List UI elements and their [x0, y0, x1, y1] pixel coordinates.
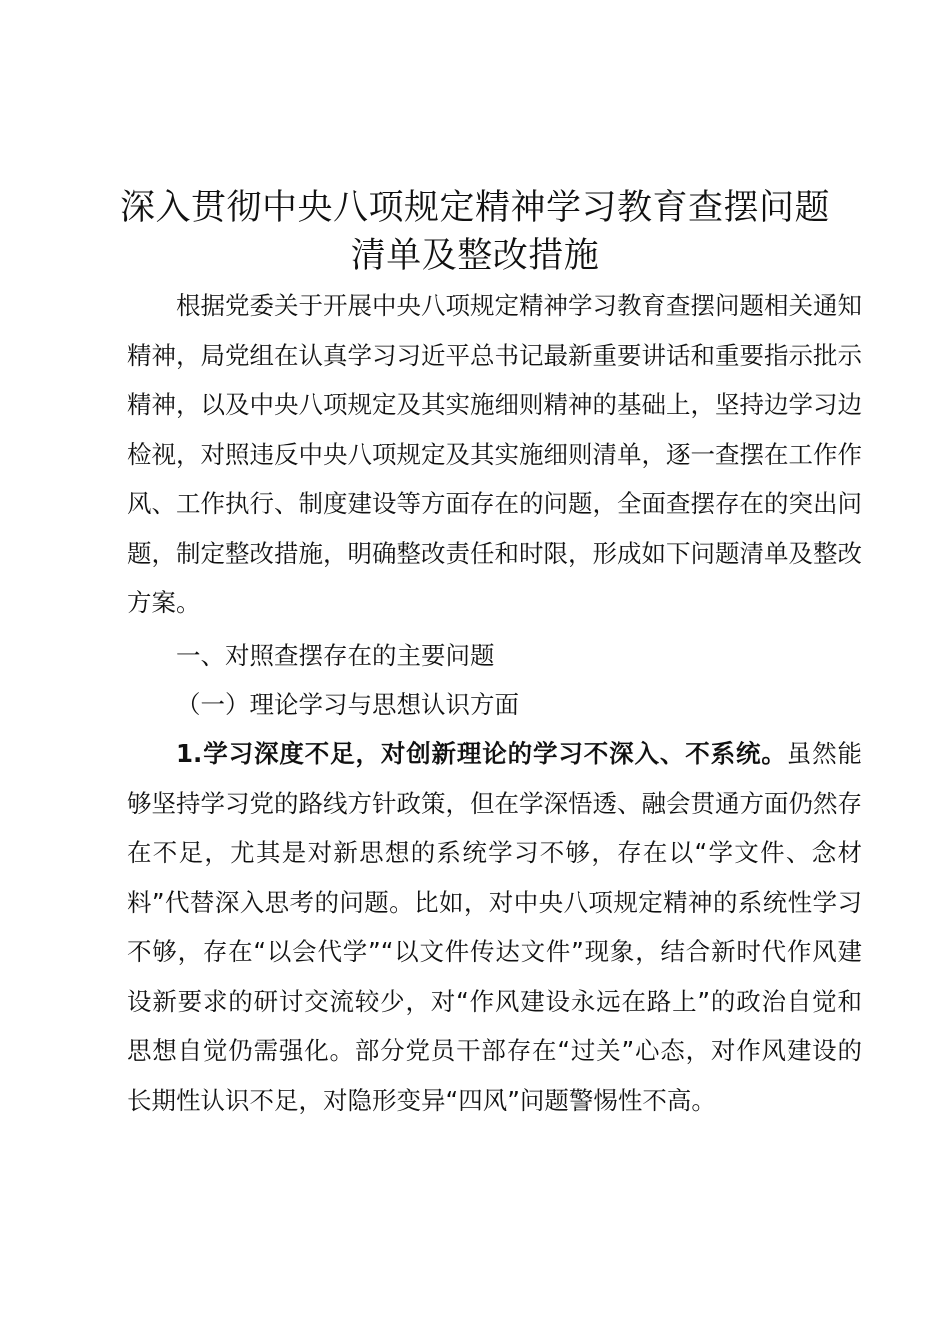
document-title-line-1: 深入贯彻中央八项规定精神学习教育查摆问题: [119, 188, 830, 228]
intro-paragraph: 根据党委关于开展中央八项规定精神学习教育查摆问题相关通知精神，局党组在认真学习习近平总书记最新重要讲话和重要指示批示精神，以及中央八项规定及其实施细则精神的基础上，坚持边学习边检视，对照违反中央八项规定及其实施细则清单，逐一查摆在工作作风、工作执行、制度建设等方面存在的问题，全面查摆存在的突出问题，制定整改措施，明确整改责任和时限，形成如下问题清单及整改方案。: [127, 291, 862, 617]
subsection-heading: （一）理论学习与思想认识方面: [176, 690, 519, 719]
problem-lead-sentence: 1.学习深度不足，对创新理论的学习不深入、不系统。: [176, 739, 787, 768]
document-title-line-2: 清单及整改措施: [350, 236, 600, 276]
problem-body-text: 虽然能够坚持学习党的路线方针政策，但在学深悟透、融会贯通方面仍然存在不足，尤其是对新思想的系统学习不够，存在以“学文件、念材料”代替深入思考的问题。比如，对中央八项规定精神的系统性学习不够，存在“以会代学”“以文件传达文件”现象，结合新时代作风建设新要求的研讨交流较少，对“作风建设永远在路上”的政治自觉和思想自觉仍需强化。部分党员干部存在“过关”心态，对作风建设的长期性认识不足，对隐形变异“四风”问题警惕性不高。: [127, 739, 863, 1115]
section-heading: 一、对照查摆存在的主要问题: [176, 641, 495, 670]
problem-paragraph-1: [127, 729, 862, 1125]
